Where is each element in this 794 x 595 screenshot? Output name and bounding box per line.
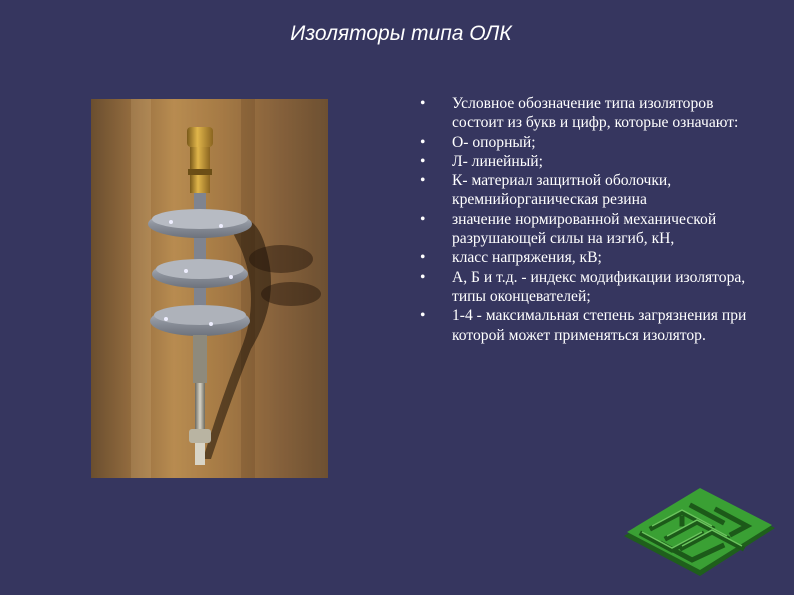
bullet-dot: • [420,95,426,112]
list-item: • Л- линейный; [420,152,543,170]
bullet-dot: • [420,249,426,267]
list-item: • А, Б и т.д. - индекс модификации изолятора, типы оконцевателей; [420,268,746,305]
maze-decoration [622,488,777,578]
list-item: • К- материал защитной оболочки, кремнийорганическая резина [420,172,672,209]
maze-icon [622,488,777,578]
slide-title: Изоляторы типа ОЛК [290,22,512,45]
bullet-dot: • [420,133,426,151]
bullet-dot: • [420,152,426,170]
list-item: • 1-4 - максимальная степень загрязнения при которой может применяться изолятор. [420,307,747,344]
bullet-dot: • [420,307,426,325]
bullet-list [420,94,760,345]
bullet-dot: • [420,268,426,286]
insulator-illustration [91,99,328,478]
insulator-photo [91,99,328,478]
bullet-dot: • [420,172,426,190]
list-item: • Условное обозначение типа изоляторов состоит из букв и цифр, которые означают: [420,95,739,132]
bullet-dot: • [420,210,426,228]
list-item: • класс напряжения, кВ; [420,249,602,267]
list-item: • О- опорный; [420,133,536,151]
list-item: • значение нормированной механической разрушающей силы на изгиб, кН, [420,210,717,248]
